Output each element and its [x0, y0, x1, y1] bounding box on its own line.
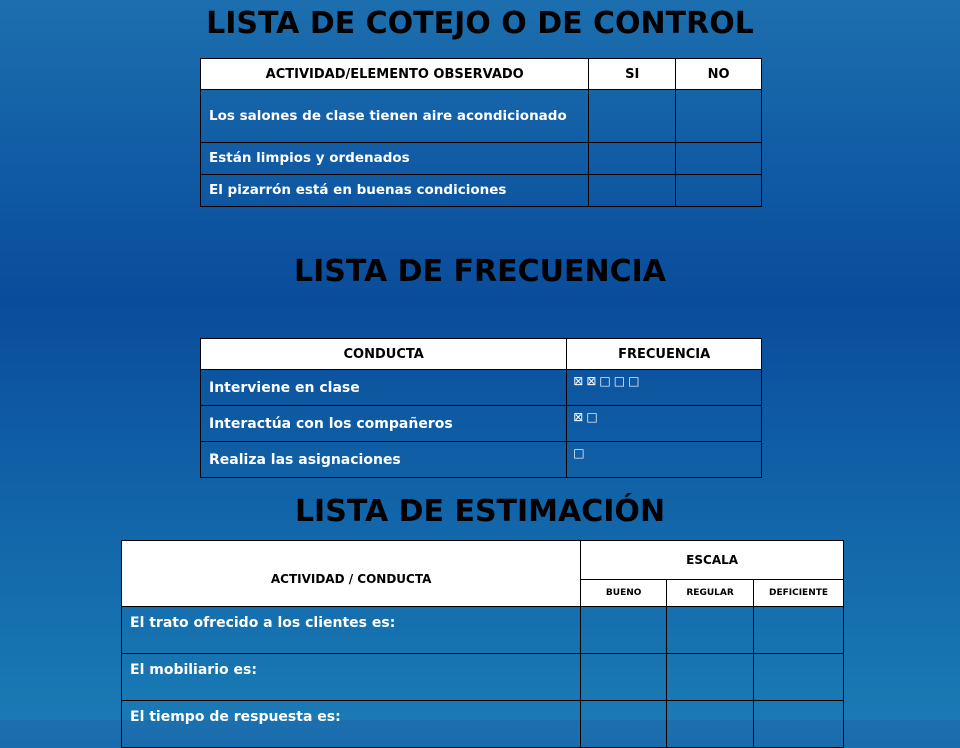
no-cell[interactable]: [676, 175, 762, 207]
scale-regular: REGULAR: [667, 579, 754, 606]
estimation-item: El tiempo de respuesta es:: [122, 701, 581, 748]
table-row: [122, 701, 844, 748]
frequency-checkboxes[interactable]: ⊠⊠□□□: [567, 370, 762, 406]
table-row: [201, 406, 762, 442]
si-cell[interactable]: [589, 90, 676, 143]
table-header-row: [122, 541, 844, 580]
no-cell[interactable]: [676, 143, 762, 175]
behavior-label: Interactúa con los compañeros: [201, 406, 567, 442]
regular-cell[interactable]: [667, 701, 754, 748]
table-row: [201, 442, 762, 478]
header-activity-conduct: ACTIVIDAD / CONDUCTA: [122, 541, 581, 607]
bueno-cell[interactable]: [581, 654, 667, 701]
si-cell[interactable]: [589, 143, 676, 175]
estimation-item: El mobiliario es:: [122, 654, 581, 701]
header-si: SI: [589, 59, 676, 90]
estimation-item: El trato ofrecido a los clientes es:: [122, 607, 581, 654]
table-row: [201, 143, 762, 175]
table-header-row: [201, 59, 762, 90]
deficiente-cell[interactable]: [754, 607, 844, 654]
table-header-row: [201, 339, 762, 370]
header-activity: ACTIVIDAD/ELEMENTO OBSERVADO: [201, 59, 589, 90]
frequency-title: LISTA DE FRECUENCIA: [294, 254, 666, 289]
estimation-table: [121, 540, 844, 748]
table-row: [201, 175, 762, 207]
scale-deficiente: DEFICIENTE: [754, 579, 844, 606]
checklist-item: El pizarrón está en buenas condiciones: [201, 175, 589, 207]
header-no: NO: [676, 59, 762, 90]
regular-cell[interactable]: [667, 654, 754, 701]
header-scale: ESCALA: [581, 541, 844, 580]
bueno-cell[interactable]: [581, 607, 667, 654]
no-cell[interactable]: [676, 90, 762, 143]
table-row: [201, 90, 762, 143]
deficiente-cell[interactable]: [754, 654, 844, 701]
deficiente-cell[interactable]: [754, 701, 844, 748]
behavior-label: Realiza las asignaciones: [201, 442, 567, 478]
bueno-cell[interactable]: [581, 701, 667, 748]
table-row: [201, 370, 762, 406]
scale-bueno: BUENO: [581, 579, 667, 606]
frequency-table: [200, 338, 762, 478]
table-row: [122, 607, 844, 654]
checklist-item: Están limpios y ordenados: [201, 143, 589, 175]
si-cell[interactable]: [589, 175, 676, 207]
behavior-label: Interviene en clase: [201, 370, 567, 406]
table-row: [122, 654, 844, 701]
header-conduct: CONDUCTA: [201, 339, 567, 370]
regular-cell[interactable]: [667, 607, 754, 654]
checklist-table: [200, 58, 762, 207]
frequency-checkboxes[interactable]: ⊠□: [567, 406, 762, 442]
checklist-title: LISTA DE COTEJO O DE CONTROL: [206, 6, 754, 41]
frequency-checkboxes[interactable]: □: [567, 442, 762, 478]
estimation-title: LISTA DE ESTIMACIÓN: [294, 494, 666, 529]
header-frequency: FRECUENCIA: [567, 339, 762, 370]
checklist-item: Los salones de clase tienen aire acondicionado: [201, 90, 589, 143]
